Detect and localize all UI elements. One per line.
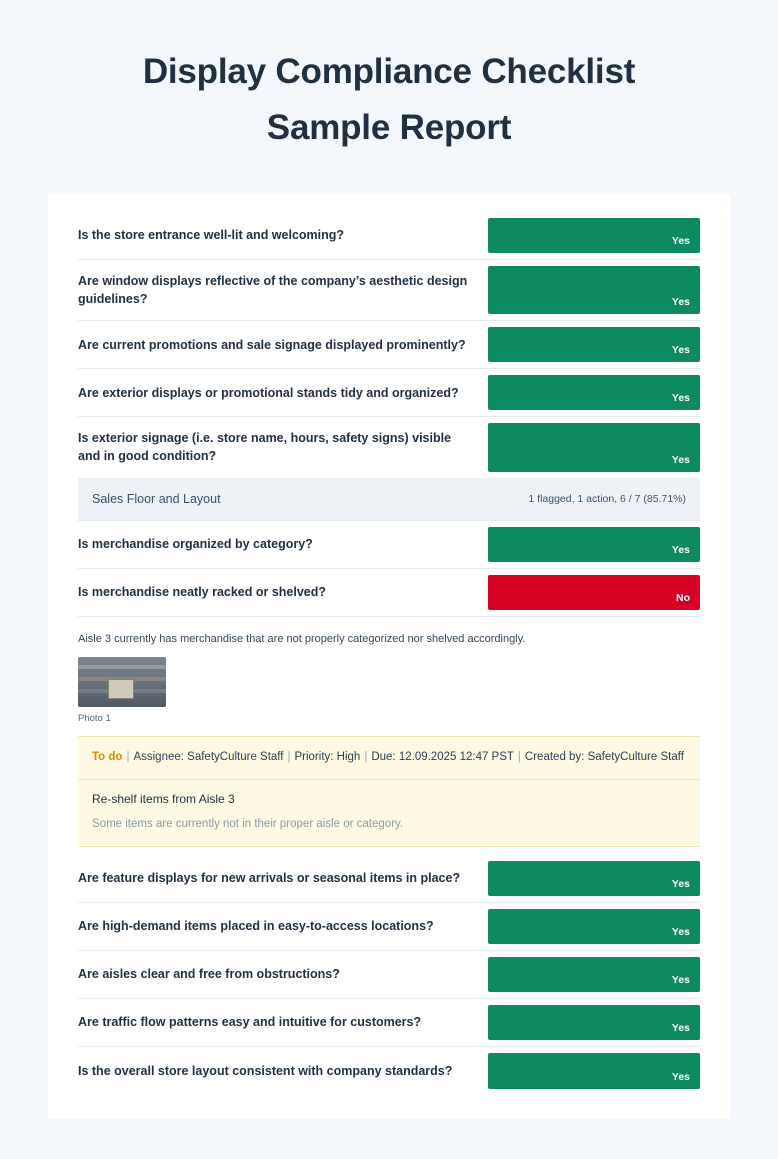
question-text: Is merchandise neatly racked or shelved?: [78, 584, 327, 599]
question-text: Are aisles clear and free from obstructions?: [78, 967, 340, 982]
spacer: [78, 847, 700, 855]
answer-badge: Yes: [488, 375, 700, 410]
action-assignee-label: Assignee:: [133, 751, 184, 763]
action-due-date: 12.09.2025 12:47 PST: [398, 751, 514, 763]
question-text: Are exterior displays or promotional stands tidy and organized?: [78, 385, 459, 400]
table-row: [78, 951, 700, 999]
answer-badge: Yes: [488, 327, 700, 362]
table-row: [78, 369, 700, 417]
table-row: [78, 212, 700, 260]
action-created-label: Created by:: [524, 751, 585, 763]
answer-badge: Yes: [488, 957, 700, 992]
action-separator: |: [287, 751, 291, 763]
answer-badge: Yes: [488, 423, 700, 471]
page-title: [0, 0, 778, 186]
table-row: [78, 1047, 700, 1095]
table-row: [78, 569, 700, 617]
checklist-card: [48, 194, 730, 1119]
action-priority: High: [336, 751, 361, 763]
action-description: Some items are currently not in their proper aisle or category.: [92, 817, 404, 830]
answer-badge: Yes: [488, 909, 700, 944]
table-row: [78, 855, 700, 903]
action-due-label: Due:: [371, 751, 396, 763]
question-text: Are high-demand items placed in easy-to-access locations?: [78, 919, 434, 934]
table-row: [78, 417, 700, 478]
action-priority-label: Priority:: [294, 751, 334, 763]
action-meta-line: [92, 749, 686, 767]
action-body: [78, 780, 700, 847]
photo-detail: [78, 665, 166, 669]
answer-badge: Yes: [488, 1005, 700, 1040]
answer-badge: Yes: [488, 527, 700, 562]
answer-badge: Yes: [488, 1053, 700, 1089]
table-row: [78, 321, 700, 369]
question-text: Is the store entrance well-lit and welcoming?: [78, 228, 345, 243]
question-text: Is exterior signage (i.e. store name, hours, safety signs) visible and in good condition?: [78, 431, 452, 464]
table-row: [78, 999, 700, 1047]
question-text: Are feature displays for new arrivals or seasonal items in place?: [78, 871, 461, 886]
table-row: [78, 260, 700, 321]
question-text: Are current promotions and sale signage displayed prominently?: [78, 337, 466, 352]
action-separator: |: [364, 751, 368, 763]
question-note: Aisle 3 currently has merchandise that are not properly categorized nor shelved accordingly.: [78, 632, 526, 645]
answer-badge: Yes: [488, 218, 700, 253]
section-summary: 1 flagged, 1 action, 6 / 7 (85.71%): [528, 493, 686, 505]
question-text: Are traffic flow patterns easy and intuitive for customers?: [78, 1015, 422, 1030]
answer-badge: Yes: [488, 266, 700, 314]
action-title: Re-shelf items from Aisle 3: [92, 791, 235, 806]
photo-thumbnail[interactable]: [78, 657, 166, 707]
page-title-line-2: Sample Report: [266, 108, 512, 147]
question-text: Is the overall store layout consistent with company standards?: [78, 1063, 453, 1078]
answer-badge: Yes: [488, 861, 700, 896]
table-row: [78, 903, 700, 951]
table-row: [78, 521, 700, 569]
question-text: Are window displays reflective of the company’s aesthetic design guidelines?: [78, 274, 468, 307]
action-meta-bar: [78, 736, 700, 780]
photo-attachment[interactable]: [78, 657, 700, 736]
page-title-line-1: Display Compliance Checklist: [142, 52, 636, 91]
photo-detail: [108, 679, 134, 699]
action-created-by: SafetyCulture Staff: [587, 751, 684, 763]
action-status-badge: To do: [92, 751, 123, 763]
action-separator: |: [126, 751, 130, 763]
section-header: [78, 479, 700, 521]
action-separator: |: [517, 751, 521, 763]
action-assignee: SafetyCulture Staff: [187, 751, 284, 763]
question-text: Is merchandise organized by category?: [78, 536, 313, 551]
section-title: Sales Floor and Layout: [92, 492, 221, 506]
answer-badge: No: [488, 575, 700, 610]
photo-caption: Photo 1: [78, 713, 111, 724]
